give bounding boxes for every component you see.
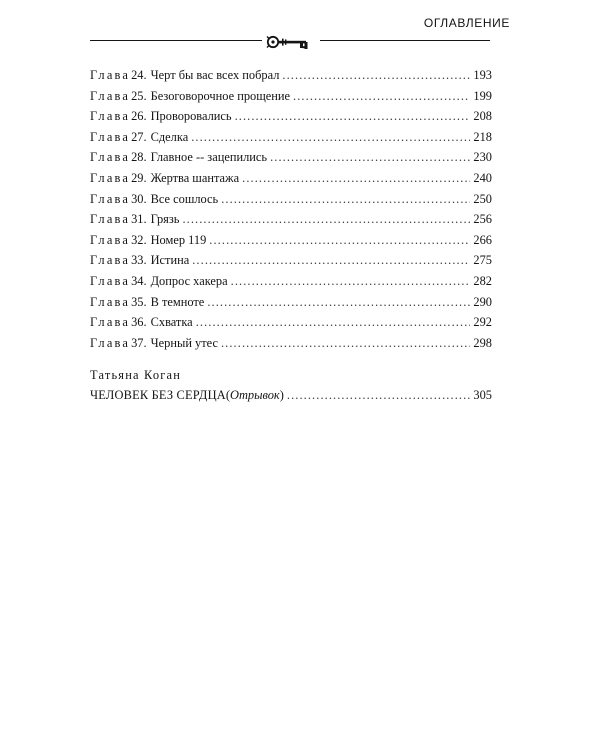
page-number: 230 <box>473 150 492 165</box>
chapter-prefix: Глава <box>90 294 131 309</box>
page-number: 305 <box>473 388 492 402</box>
dot-leader <box>191 130 470 145</box>
chapter-number: 30. <box>131 191 147 206</box>
page-number: 193 <box>473 68 492 82</box>
dot-leader <box>192 253 470 268</box>
dot-leader <box>287 388 471 403</box>
chapter-title: Безоговорочное прощение <box>150 88 291 103</box>
divider-line-right <box>320 40 490 41</box>
chapter-title: Главное -- зацепились <box>150 150 268 165</box>
chapter-title: Сделка <box>150 129 189 144</box>
dot-leader <box>293 89 470 104</box>
dot-leader <box>209 233 470 248</box>
chapter-title: Все сошлось <box>150 191 219 206</box>
chapter-number: 33. <box>131 253 147 268</box>
toc-entry <box>90 212 492 233</box>
author-name: Татьяна Коган <box>90 368 182 382</box>
chapter-number: 27. <box>131 129 147 144</box>
page-number: 256 <box>473 212 492 227</box>
table-of-contents <box>90 68 492 356</box>
chapter-title: Схватка <box>150 315 193 330</box>
chapter-prefix: Глава <box>90 315 131 330</box>
chapter-prefix: Глава <box>90 129 131 144</box>
page-number: 290 <box>473 294 492 309</box>
excerpt-note-open: ( <box>225 388 231 402</box>
chapter-number: 35. <box>131 294 147 309</box>
dot-leader <box>235 109 471 124</box>
toc-entry <box>90 274 492 295</box>
chapter-prefix: Глава <box>90 150 131 165</box>
chapter-number: 24. <box>131 68 147 82</box>
toc-entry <box>90 89 492 110</box>
chapter-title: Номер 119 <box>150 232 207 247</box>
key-icon <box>266 34 316 50</box>
page-number: 250 <box>473 191 492 206</box>
chapter-number: 31. <box>131 212 147 227</box>
chapter-number: 26. <box>131 109 147 124</box>
chapter-title: Допрос хакера <box>150 273 228 288</box>
dot-leader <box>242 171 470 186</box>
dot-leader <box>182 212 470 227</box>
dot-leader <box>207 295 470 310</box>
page-number: 208 <box>473 109 492 124</box>
chapter-title: Черный утес <box>150 335 218 350</box>
chapter-number: 28. <box>131 150 147 165</box>
divider-line-left <box>90 40 262 41</box>
chapter-title: Жертва шантажа <box>150 170 240 185</box>
toc-entry <box>90 130 492 151</box>
chapter-title: Грязь <box>150 212 180 227</box>
dot-leader <box>196 315 471 330</box>
dot-leader <box>270 150 470 165</box>
dot-leader <box>282 68 470 83</box>
chapter-number: 29. <box>131 170 147 185</box>
toc-entry <box>90 68 492 89</box>
dot-leader <box>231 274 471 289</box>
excerpt-title: ЧЕЛОВЕК БЕЗ СЕРДЦА <box>90 388 226 402</box>
dot-leader <box>221 336 470 351</box>
chapter-prefix: Глава <box>90 273 131 288</box>
header-ornament <box>90 34 490 50</box>
chapter-prefix: Глава <box>90 109 131 124</box>
chapter-prefix: Глава <box>90 212 131 227</box>
toc-entry <box>90 109 492 130</box>
excerpt-note: Отрывок <box>230 388 280 402</box>
toc-entry <box>90 315 492 336</box>
chapter-prefix: Глава <box>90 170 131 185</box>
chapter-number: 32. <box>131 232 147 247</box>
page-number: 240 <box>473 170 492 185</box>
chapter-prefix: Глава <box>90 335 131 350</box>
page-number: 266 <box>473 232 492 247</box>
toc-entry <box>90 192 492 213</box>
page-number: 218 <box>473 129 492 144</box>
chapter-number: 37. <box>131 335 147 350</box>
page-number: 199 <box>473 88 492 103</box>
toc-entry <box>90 336 492 357</box>
toc-entry <box>90 295 492 316</box>
page-number: 298 <box>473 335 492 350</box>
page-number: 292 <box>473 315 492 330</box>
excerpt-note-close: ) <box>279 388 284 402</box>
chapter-title: Проворовались <box>150 109 232 124</box>
excerpt-block <box>90 368 492 403</box>
chapter-title: В темноте <box>150 294 205 309</box>
toc-entry-excerpt <box>90 388 492 403</box>
chapter-prefix: Глава <box>90 232 131 247</box>
chapter-prefix: Глава <box>90 68 131 82</box>
toc-entry <box>90 150 492 171</box>
running-header: ОГЛАВЛЕНИЕ <box>423 16 510 30</box>
chapter-prefix: Глава <box>90 253 131 268</box>
chapter-number: 34. <box>131 273 147 288</box>
chapter-title: Черт бы вас всех побрал <box>150 68 280 82</box>
chapter-title: Истина <box>150 253 190 268</box>
chapter-prefix: Глава <box>90 191 131 206</box>
page-number: 275 <box>473 253 492 268</box>
chapter-number: 25. <box>131 88 147 103</box>
toc-entry <box>90 171 492 192</box>
toc-entry <box>90 233 492 254</box>
toc-entry <box>90 253 492 274</box>
dot-leader <box>221 192 470 207</box>
page-number: 282 <box>473 273 492 288</box>
chapter-number: 36. <box>131 315 147 330</box>
chapter-prefix: Глава <box>90 88 131 103</box>
